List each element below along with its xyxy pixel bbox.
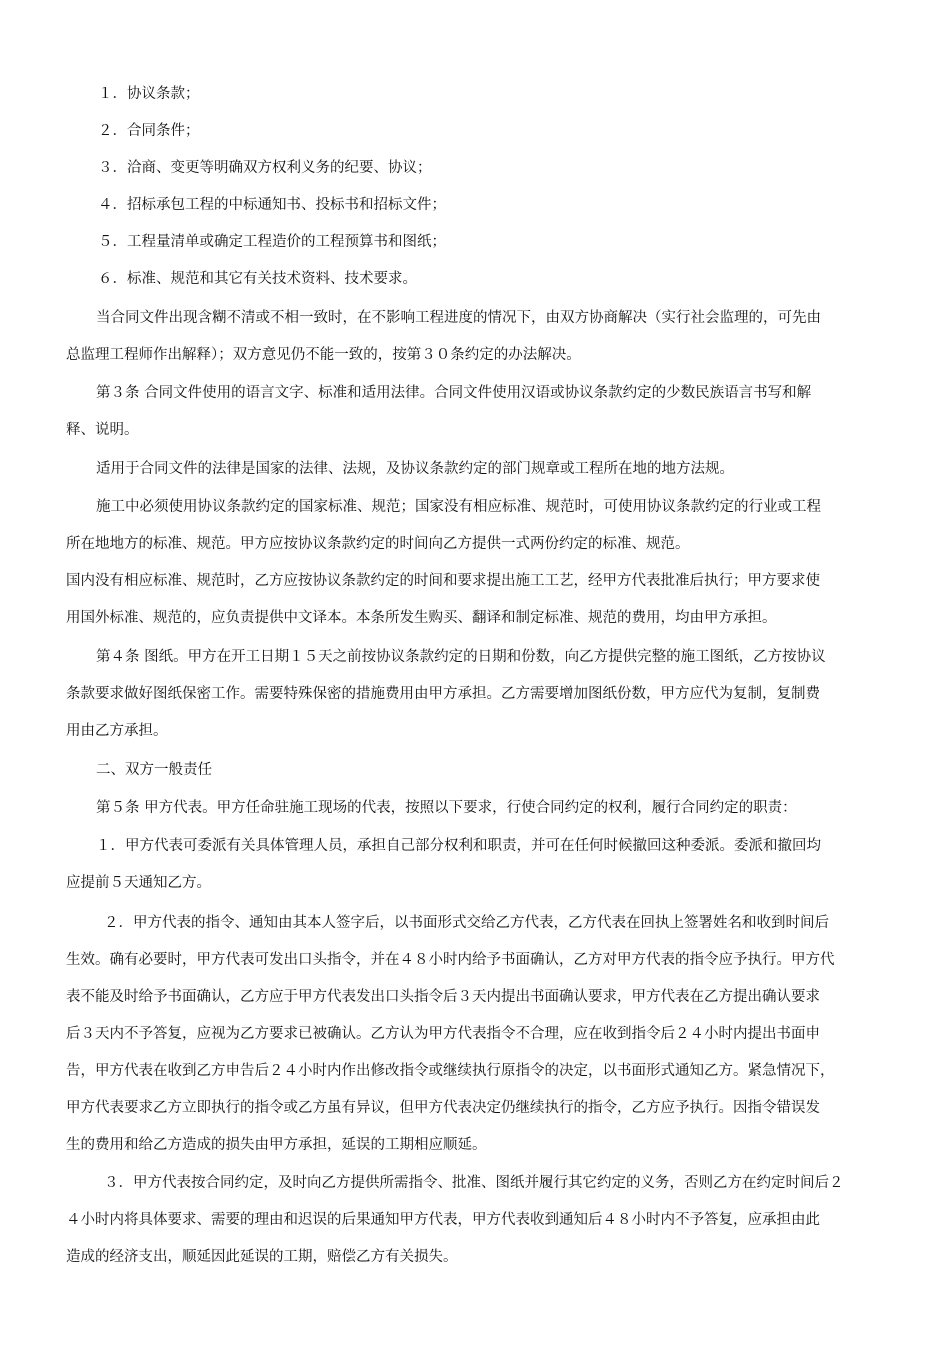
paragraph-line: 适用于合同文件的法律是国家的法律、法规，及协议条款约定的部门规章或工程所在地的地方法规。: [96, 461, 734, 477]
paragraph-line: 造成的经济支出，顺延因此延误的工期，赔偿乙方有关损失。: [66, 1249, 458, 1265]
article-4-line: 第４条 图纸。甲方在开工日期１５天之前按协议条款约定的日期和份数，向乙方提供完整的施工图纸，乙方按协议: [96, 649, 826, 665]
paragraph-line: 应提前５天通知乙方。: [66, 875, 211, 891]
paragraph-line: 告，甲方代表在收到乙方申告后２４小时内作出修改指令或继续执行原指令的决定，以书面形式通知乙方。紧急情况下，: [66, 1063, 835, 1079]
paragraph-line: ４小时内将具体要求、需要的理由和迟误的后果通知甲方代表，甲方代表收到通知后４８小时内不予答复，应承担由此: [66, 1212, 820, 1228]
paragraph-line: 生效。确有必要时，甲方代表可发出口头指令，并在４８小时内给予书面确认，乙方对甲方代表的指令应予执行。甲方代: [66, 952, 835, 968]
paragraph-line: 用国外标准、规范的，应负责提供中文译本。本条所发生购买、翻译和制定标准、规范的费用，均由甲方承担。: [66, 610, 777, 626]
article-5-line: 第５条 甲方代表。甲方任命驻施工现场的代表，按照以下要求，行使合同约定的权利，履行合同约定的职责：: [96, 800, 797, 816]
list-item-4: ４．招标承包工程的中标通知书、投标书和招标文件；: [98, 197, 446, 213]
paragraph-line: 施工中必须使用协议条款约定的国家标准、规范；国家没有相应标准、规范时，可使用协议条款约定的行业或工程: [96, 499, 821, 515]
list-item-2: ２．合同条件；: [98, 123, 200, 139]
paragraph-line: 释、说明。: [66, 422, 139, 438]
paragraph-line: 生的费用和给乙方造成的损失由甲方承担，延误的工期相应顺延。: [66, 1137, 487, 1153]
clause-1-line: １．甲方代表可委派有关具体管理人员，承担自己部分权利和职责，并可在任何时候撤回这种委派。委派和撤回均: [96, 838, 821, 854]
paragraph-line: 用由乙方承担。: [66, 723, 168, 739]
paragraph-line: 所在地地方的标准、规范。甲方应按协议条款约定的时间向乙方提供一式两份约定的标准、规范。: [66, 536, 690, 552]
list-item-5: ５．工程量清单或确定工程造价的工程预算书和图纸；: [98, 234, 446, 250]
paragraph-line: 表不能及时给予书面确认，乙方应于甲方代表发出口头指令后３天内提出书面确认要求，甲方代表在乙方提出确认要求: [66, 989, 820, 1005]
list-item-3: ３．洽商、变更等明确双方权利义务的纪要、协议；: [98, 160, 432, 176]
article-3-line: 第３条 合同文件使用的语言文字、标准和适用法律。合同文件使用汉语或协议条款约定的少数民族语言书写和解: [96, 385, 812, 401]
paragraph-line: 甲方代表要求乙方立即执行的指令或乙方虽有异议，但甲方代表决定仍继续执行的指令，乙方应予执行。因指令错误发: [66, 1100, 820, 1116]
paragraph-line: 总监理工程师作出解释）；双方意见仍不能一致的，按第３０条约定的办法解决。: [66, 347, 581, 363]
paragraph-line: 后３天内不予答复，应视为乙方要求已被确认。乙方认为甲方代表指令不合理，应在收到指令后２４小时内提出书面申: [66, 1026, 820, 1042]
section-heading: 二、双方一般责任: [96, 762, 212, 778]
paragraph-line: 条款要求做好图纸保密工作。需要特殊保密的措施费用由甲方承担。乙方需要增加图纸份数，甲方应代为复制，复制费: [66, 686, 820, 702]
list-item-1: １．协议条款；: [98, 86, 200, 102]
clause-3-line: ３．甲方代表按合同约定，及时向乙方提供所需指令、批准、图纸并履行其它约定的义务，否则乙方在约定时间后２: [104, 1175, 844, 1191]
clause-2-line: ２．甲方代表的指令、通知由其本人签字后，以书面形式交给乙方代表，乙方代表在回执上签署姓名和收到时间后: [104, 915, 829, 931]
paragraph-line: 当合同文件出现含糊不清或不相一致时，在不影响工程进度的情况下，由双方协商解决（实行社会监理的，可先由: [96, 310, 821, 326]
list-item-6: ６．标准、规范和其它有关技术资料、技术要求。: [98, 271, 417, 287]
paragraph-line: 国内没有相应标准、规范时，乙方应按协议条款约定的时间和要求提出施工工艺，经甲方代表批准后执行；甲方要求使: [66, 573, 820, 589]
